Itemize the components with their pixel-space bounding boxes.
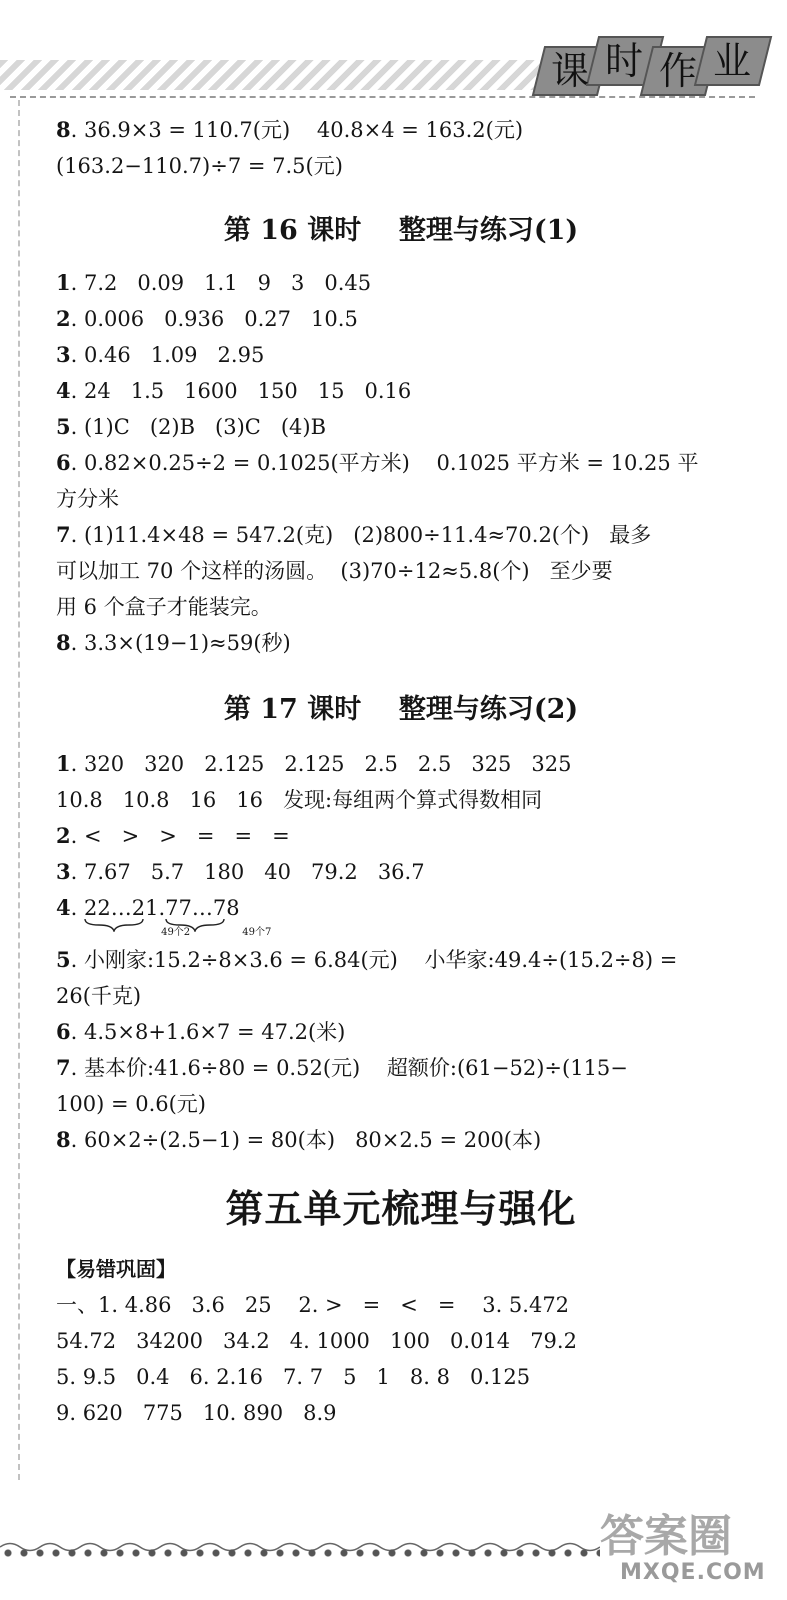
header-char: 课: [550, 49, 589, 93]
answer-line: 5. (1)C (2)B (3)C (4)B: [56, 414, 327, 439]
answer-line: 8. 3.3×(19−1)≈59(秒): [56, 630, 291, 655]
answer-line: 9. 620 775 10. 890 8.9: [56, 1401, 337, 1425]
answer-line: 8. 60×2÷(2.5−1) = 80(本) 80×2.5 = 200(本): [56, 1127, 542, 1152]
header-char: 作: [658, 49, 697, 93]
answer-line: 54.72 34200 34.2 4. 1000 100 0.014 79.2: [56, 1329, 577, 1353]
answer-line: 6. 4.5×8+1.6×7 = 47.2(米): [56, 1019, 346, 1044]
answer-line: 5. 小刚家:15.2÷8×3.6 = 6.84(元) 小华家:49.4÷(15.2÷8) =: [56, 947, 678, 972]
section-label-error-review: 【易错巩固】: [56, 1257, 176, 1281]
answer-line: 用 6 个盒子才能装完。: [56, 595, 272, 619]
watermark-logo: 答案圈: [600, 1511, 732, 1562]
lesson-16-title: 第 16 课时 整理与练习(1): [223, 215, 579, 246]
header-char: 业: [712, 39, 751, 83]
answer-line: 100) = 0.6(元): [56, 1092, 207, 1116]
header-char: 时: [604, 39, 643, 83]
answer-line: 26(千克): [56, 984, 142, 1008]
header-dashed-rule: [10, 96, 755, 98]
answer-line: 4. 24 1.5 1600 150 15 0.16: [56, 378, 412, 403]
lesson-17-title: 第 17 课时 整理与练习(2): [223, 694, 579, 725]
answer-line: 7. 基本价:41.6÷80 = 0.52(元) 超额价:(61−52)÷(115−: [56, 1055, 628, 1080]
answer-line: 可以加工 70 个这样的汤圆。 (3)70÷12≈5.8(个) 至少要: [56, 559, 613, 583]
answer-content: [56, 112, 746, 1431]
answer-line: 10.8 10.8 16 16 发现:每组两个算式得数相同: [56, 788, 543, 812]
answer-line: 3. 7.67 5.7 180 40 79.2 36.7: [56, 859, 425, 884]
brace-group-2: 77…7 49个7: [165, 896, 272, 938]
unit-5-title: 第五单元梳理与强化: [225, 1187, 577, 1231]
answer-line: 一、1. 4.86 3.6 25 2. > = < = 3. 5.472: [56, 1293, 570, 1317]
answer-line: 2. 0.006 0.936 0.27 10.5: [56, 306, 358, 331]
answer-line: 7. (1)11.4×48 = 547.2(克) (2)800÷11.4≈70.2(个) 最多: [56, 522, 652, 547]
answer-line: 5. 9.5 0.4 6. 2.16 7. 7 5 1 8. 8 0.125: [56, 1365, 531, 1389]
answer-line: (163.2−110.7)÷7 = 7.5(元): [56, 154, 343, 178]
answer-line: 8. 36.9×3 = 110.7(元) 40.8×4 = 163.2(元): [56, 117, 524, 142]
underbrace-icon: [165, 918, 225, 932]
answer-line: 1. 7.2 0.09 1.1 9 3 0.45: [56, 270, 372, 295]
header-stripe-band: [0, 60, 540, 90]
answer-line-braces: 4. 22…2 49个2 1.77…7 49个7 8: [56, 890, 746, 942]
underbrace-icon: [84, 918, 144, 932]
answer-line: 1. 320 320 2.125 2.125 2.5 2.5 325 325: [56, 751, 572, 776]
lesson-16-answers: [56, 265, 746, 661]
answer-line: 方分米: [56, 487, 119, 511]
watermark-url: MXQE.COM: [620, 1560, 766, 1585]
lesson-17-answers: [56, 746, 746, 1158]
brace-group-1: 22…2 49个2: [83, 896, 191, 938]
answer-line: 2. < > > = = =: [56, 823, 290, 848]
answer-line: 3. 0.46 1.09 2.95: [56, 342, 265, 367]
left-margin-rule: [18, 100, 20, 1480]
footer-dot-decoration: [0, 1545, 600, 1563]
answer-line: 6. 0.82×0.25÷2 = 0.1025(平方米) 0.1025 平方米 = 10.25 平: [56, 450, 699, 475]
header-title-badge: [536, 36, 754, 94]
unit-5-answers: [56, 1287, 746, 1431]
